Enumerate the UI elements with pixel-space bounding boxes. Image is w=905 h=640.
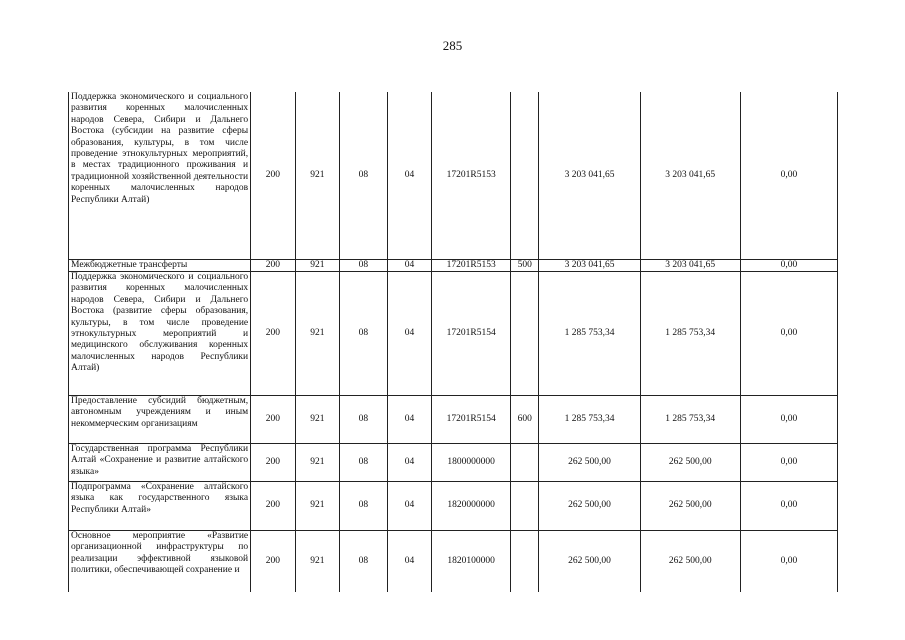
row-name: Поддержка экономического и социального развития коренных малочисленных народов Севера, Сибири и Дальнего Востока (субсидии на развитие сферы образования, культуры, в том числе проведение этнокультурных мероприятий, в местах традиционного проживания и традиционной хозяйственной деятельности коренных малочисленных народов Республики Алтай) [69,92,251,259]
cell-section-code: 08 [340,271,388,395]
cell-expense-type [511,530,539,592]
cell-department-code: 921 [295,443,340,481]
cell-amount-3: 0,00 [740,481,837,530]
table-row [69,481,838,530]
cell-department-code: 921 [295,271,340,395]
cell-target-article: 17201R5154 [432,271,511,395]
cell-department-code: 921 [295,481,340,530]
row-name: Поддержка экономического и социального развития коренных малочисленных народов Севера, Сибири и Дальнего Востока (развитие сферы образования, культуры, в том числе проведение этнокультурных мероприятий и медицинского обслуживания коренных малочисленных народов Республики Алтай) [69,271,251,395]
cell-amount-1: 262 500,00 [539,481,640,530]
table-row [69,443,838,481]
row-name: Основное мероприятие «Развитие организационной инфраструктуры по реализации эффективной языковой политики, обеспечивающей сохранение и [69,530,251,592]
cell-amount-3: 0,00 [740,92,837,259]
cell-amount-2: 262 500,00 [640,443,740,481]
budget-table [68,92,838,592]
table-row [69,530,838,592]
table-row [69,259,838,271]
cell-department-code: 921 [295,530,340,592]
cell-section-code: 08 [340,530,388,592]
cell-section-code: 08 [340,395,388,443]
cell-subsection-code: 04 [387,271,432,395]
cell-amount-2: 262 500,00 [640,481,740,530]
cell-amount-3: 0,00 [740,395,837,443]
cell-subsection-code: 04 [387,395,432,443]
cell-ministry-code: 200 [251,481,296,530]
cell-amount-2: 1 285 753,34 [640,395,740,443]
cell-target-article: 17201R5154 [432,395,511,443]
cell-expense-type [511,271,539,395]
cell-amount-1: 3 203 041,65 [539,259,640,271]
cell-ministry-code: 200 [251,530,296,592]
cell-subsection-code: 04 [387,481,432,530]
row-name: Предоставление субсидий бюджетным, автономным учреждениям и иным некоммерческим организациям [69,395,251,443]
cell-ministry-code: 200 [251,92,296,259]
cell-section-code: 08 [340,481,388,530]
cell-amount-1: 1 285 753,34 [539,271,640,395]
cell-amount-3: 0,00 [740,259,837,271]
cell-amount-1: 3 203 041,65 [539,92,640,259]
cell-amount-3: 0,00 [740,530,837,592]
cell-department-code: 921 [295,395,340,443]
cell-amount-2: 3 203 041,65 [640,259,740,271]
cell-amount-2: 3 203 041,65 [640,92,740,259]
cell-section-code: 08 [340,443,388,481]
cell-target-article: 17201R5153 [432,92,511,259]
cell-subsection-code: 04 [387,92,432,259]
cell-target-article: 1820000000 [432,481,511,530]
cell-section-code: 08 [340,259,388,271]
cell-amount-3: 0,00 [740,443,837,481]
cell-target-article: 17201R5153 [432,259,511,271]
cell-section-code: 08 [340,92,388,259]
cell-expense-type [511,481,539,530]
cell-expense-type: 500 [511,259,539,271]
cell-subsection-code: 04 [387,443,432,481]
table-row [69,395,838,443]
cell-amount-1: 1 285 753,34 [539,395,640,443]
cell-amount-2: 1 285 753,34 [640,271,740,395]
cell-amount-3: 0,00 [740,271,837,395]
cell-department-code: 921 [295,92,340,259]
cell-amount-1: 262 500,00 [539,443,640,481]
cell-ministry-code: 200 [251,443,296,481]
cell-expense-type [511,443,539,481]
cell-ministry-code: 200 [251,259,296,271]
table-row [69,271,838,395]
cell-subsection-code: 04 [387,259,432,271]
cell-expense-type [511,92,539,259]
table-row [69,92,838,259]
cell-subsection-code: 04 [387,530,432,592]
cell-amount-1: 262 500,00 [539,530,640,592]
cell-target-article: 1820100000 [432,530,511,592]
row-name: Государственная программа Республики Алтай «Сохранение и развитие алтайского языка» [69,443,251,481]
row-name: Межбюджетные трансферты [69,259,251,271]
cell-ministry-code: 200 [251,271,296,395]
cell-target-article: 1800000000 [432,443,511,481]
cell-amount-2: 262 500,00 [640,530,740,592]
row-name: Подпрограмма «Сохранение алтайского языка как государственного языка Республики Алтай» [69,481,251,530]
page-number: 285 [442,38,463,53]
cell-department-code: 921 [295,259,340,271]
cell-expense-type: 600 [511,395,539,443]
cell-ministry-code: 200 [251,395,296,443]
